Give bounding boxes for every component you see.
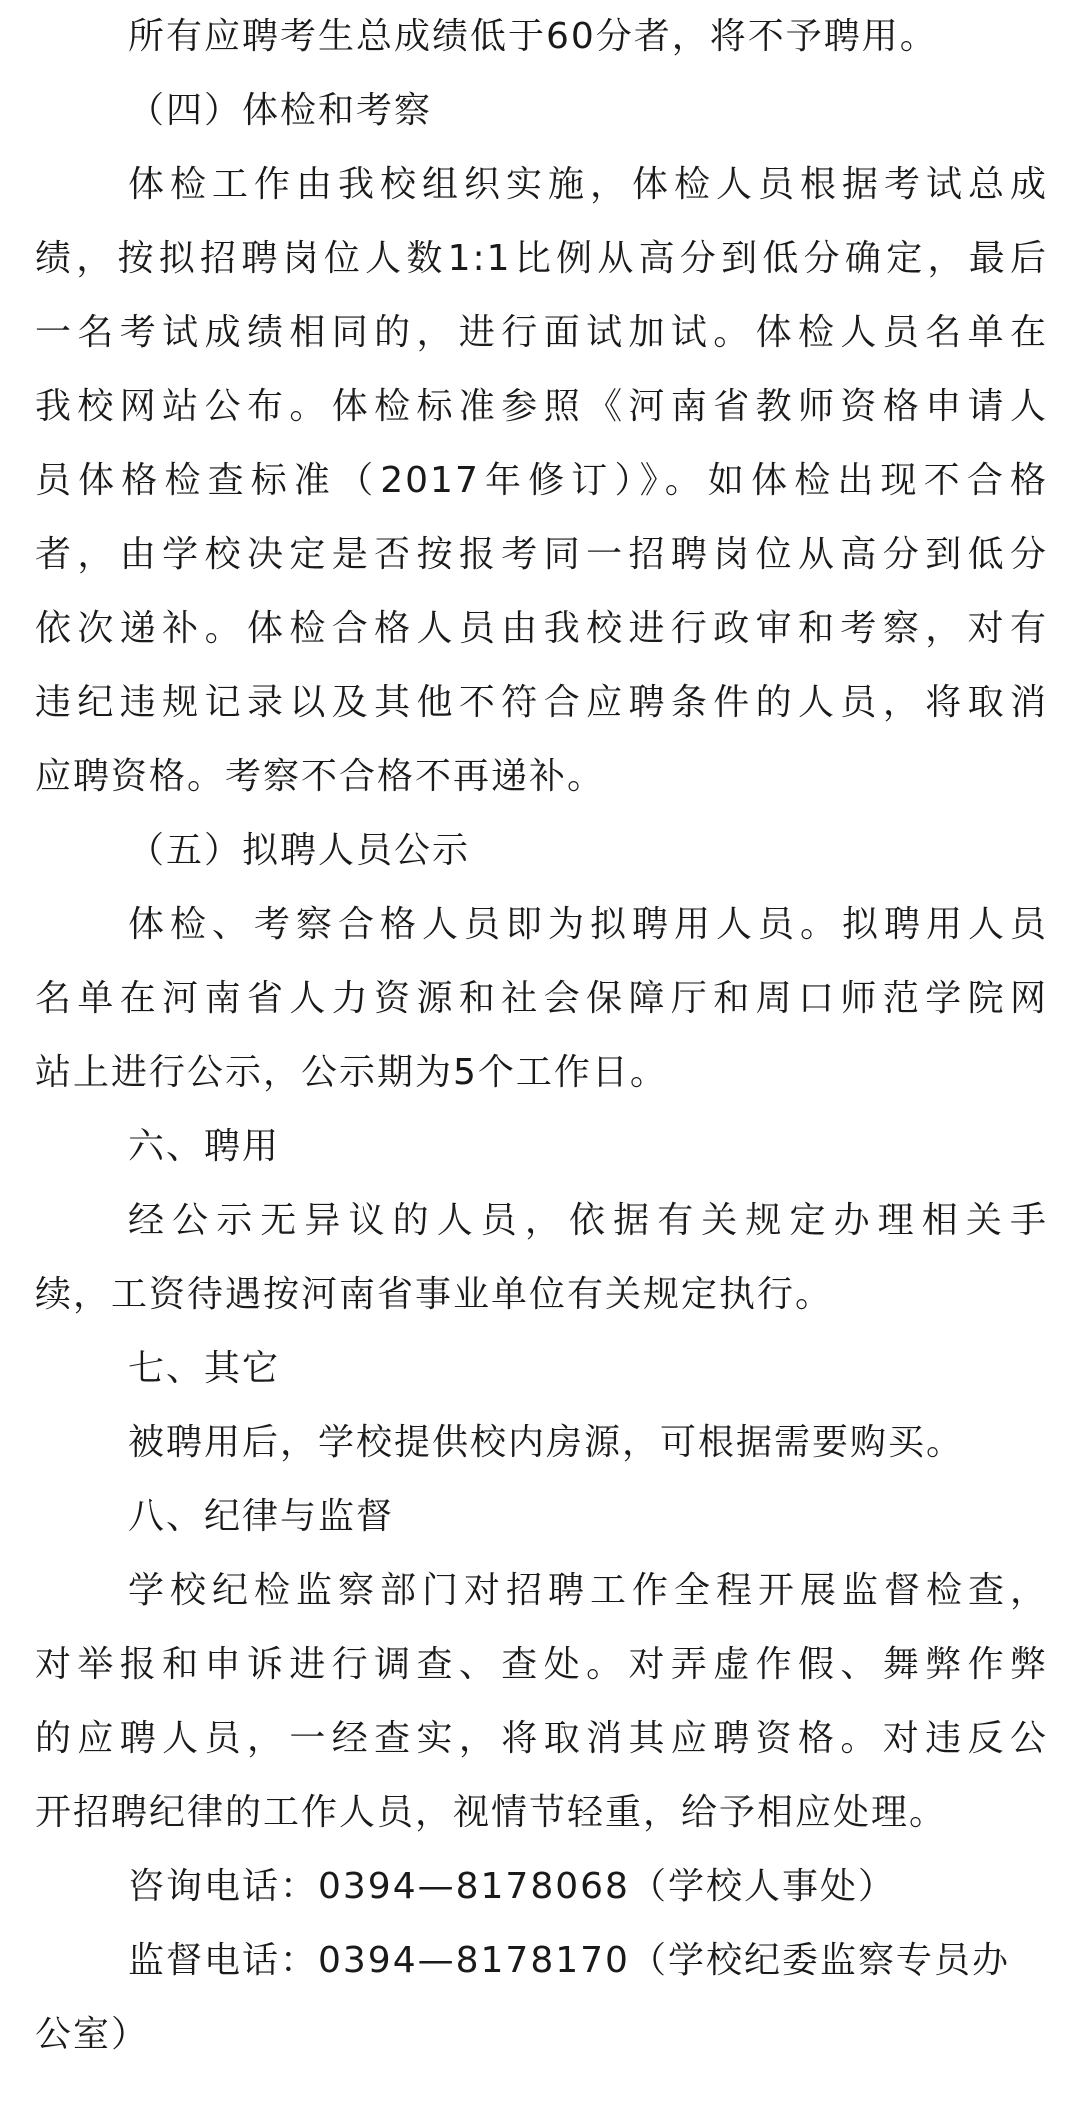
paragraph-line: 公室） [35,2014,150,2055]
paragraph-line: 经公示无异议的人员，依据有关规定办理相关手 [128,1200,1048,1241]
paragraph-line: 对举报和申诉进行调查、查处。对弄虚作假、舞弊作弊 [35,1644,1048,1685]
section-heading: （五）拟聘人员公示 [128,830,471,871]
paragraph-line: 依次递补。体检合格人员由我校进行政审和考察，对有 [35,608,1048,649]
paragraph-line: 学校纪检监察部门对招聘工作全程开展监督检查， [128,1570,1048,1611]
paragraph-line: 开招聘纪律的工作人员，视情节轻重，给予相应处理。 [35,1792,948,1833]
paragraph-line: 被聘用后，学校提供校内房源，可根据需要购买。 [128,1422,965,1463]
section-heading: 八、纪律与监督 [128,1496,395,1537]
paragraph-line: 绩，按拟招聘岗位人数1:1比例从高分到低分确定，最后 [35,238,1048,279]
contact-phone: 咨询电话：0394—8178068（学校人事处） [128,1866,896,1907]
paragraph-line: 我校网站公布。体检标准参照《河南省教师资格申请人 [35,386,1048,427]
paragraph-line: 名单在河南省人力资源和社会保障厅和周口师范学院网 [35,978,1048,1019]
paragraph-line: 一名考试成绩相同的，进行面试加试。体检人员名单在 [35,312,1048,353]
paragraph-line: 应聘资格。考察不合格不再递补。 [35,756,606,797]
section-heading: （四）体检和考察 [128,90,433,131]
paragraph-line: 体检、考察合格人员即为拟聘用人员。拟聘用人员 [128,904,1048,945]
paragraph-line: 者，由学校决定是否按报考同一招聘岗位从高分到低分 [35,534,1048,575]
paragraph-line: 所有应聘考生总成绩低于60分者，将不予聘用。 [128,16,938,57]
paragraph-line: 体检工作由我校组织实施，体检人员根据考试总成 [128,164,1048,205]
paragraph-line: 续，工资待遇按河南省事业单位有关规定执行。 [35,1274,834,1315]
section-heading: 六、聘用 [128,1126,281,1167]
section-heading: 七、其它 [128,1348,281,1389]
paragraph-line: 的应聘人员，一经查实，将取消其应聘资格。对违反公 [35,1718,1048,1759]
paragraph-line: 站上进行公示，公示期为5个工作日。 [35,1052,668,1093]
paragraph-line: 员体格检查标准（2017年修订）》。如体检出现不合格 [35,460,1048,501]
paragraph-line: 违纪违规记录以及其他不符合应聘条件的人员，将取消 [35,682,1048,723]
supervision-phone: 监督电话：0394—8178170（学校纪委监察专员办 [128,1940,1010,1981]
